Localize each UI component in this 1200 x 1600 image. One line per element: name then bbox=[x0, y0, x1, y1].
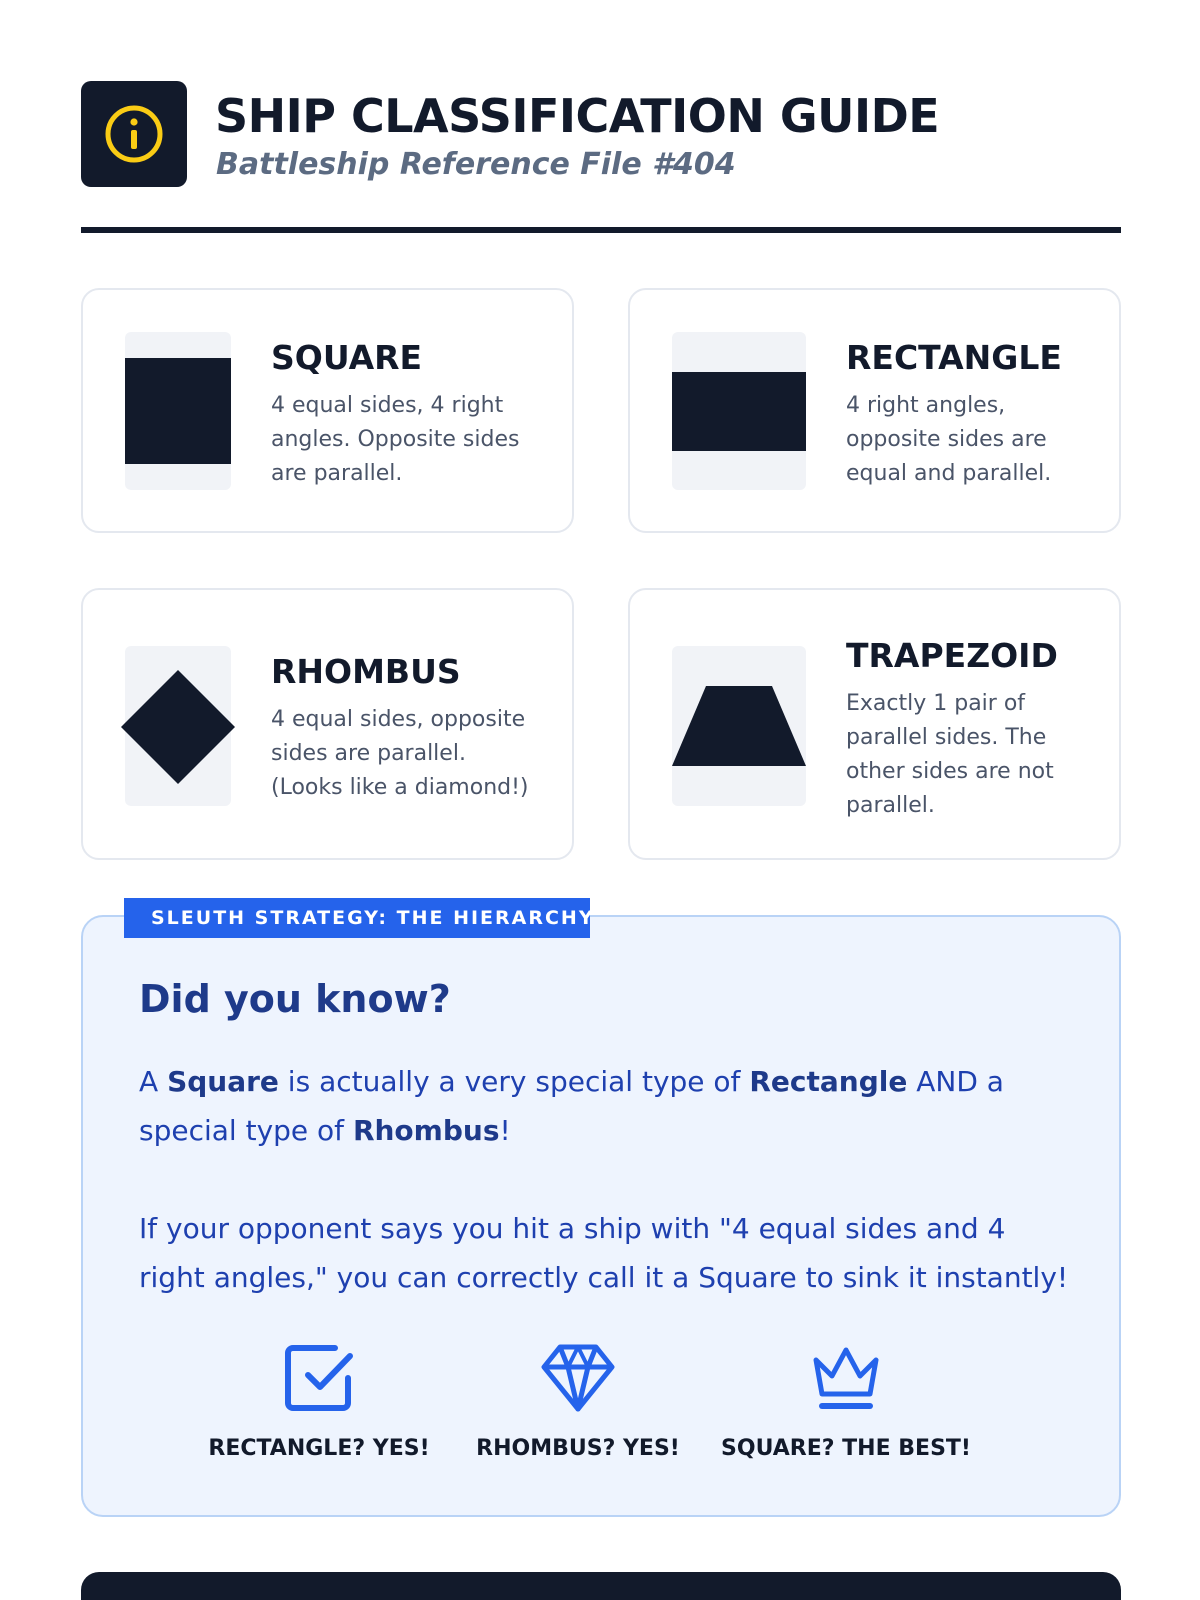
panel-heading: Did you know? bbox=[139, 977, 451, 1021]
page-subtitle: Battleship Reference File #404 bbox=[216, 147, 736, 182]
text-run: AND a special type of bbox=[139, 1065, 1004, 1147]
shape-name: SQUARE bbox=[271, 338, 423, 377]
page-title: SHIP CLASSIFICATION GUIDE bbox=[215, 89, 940, 143]
shape-card-rhombus bbox=[81, 588, 574, 860]
strategy-tag: SLEUTH STRATEGY: THE HIERARCHY bbox=[124, 898, 590, 938]
square-shape bbox=[125, 358, 231, 464]
shape-name: RHOMBUS bbox=[271, 652, 461, 691]
rhombus-shape-swatch bbox=[125, 646, 231, 806]
footer-bar bbox=[81, 1572, 1121, 1600]
shape-name: TRAPEZOID bbox=[846, 636, 1058, 675]
badge-label: RECTANGLE? YES! bbox=[208, 1436, 430, 1461]
term-square: Square bbox=[167, 1065, 279, 1098]
hierarchy-paragraph bbox=[139, 1057, 1079, 1155]
rhombus-shape bbox=[121, 670, 235, 784]
header-divider bbox=[81, 227, 1121, 233]
badge-square bbox=[711, 1342, 981, 1461]
shape-card-square bbox=[81, 288, 574, 533]
crown-icon bbox=[808, 1342, 884, 1414]
shape-description: 4 right angles, opposite sides are equal and parallel. bbox=[846, 393, 1052, 486]
shape-description: 4 equal sides, 4 right angles. Opposite sides are parallel. bbox=[271, 393, 520, 486]
text-run: A bbox=[139, 1065, 168, 1098]
square-shape-swatch bbox=[125, 332, 231, 490]
checkbox-icon bbox=[283, 1342, 355, 1414]
rectangle-shape bbox=[672, 372, 806, 451]
badge-rhombus bbox=[453, 1342, 703, 1461]
info-circle-icon bbox=[103, 103, 165, 165]
badge-label: RHOMBUS? YES! bbox=[476, 1436, 680, 1461]
shape-card-trapezoid bbox=[628, 588, 1121, 860]
shape-description: 4 equal sides, opposite sides are parallel. (Looks like a diamond!) bbox=[271, 707, 529, 800]
shape-card-rectangle bbox=[628, 288, 1121, 533]
logo-badge bbox=[81, 81, 187, 187]
term-rhombus: Rhombus bbox=[352, 1114, 500, 1147]
text-run: is actually a very special type of bbox=[278, 1065, 750, 1098]
text-run: ! bbox=[499, 1114, 511, 1147]
page-header bbox=[81, 81, 1121, 231]
trapezoid-shape-swatch bbox=[672, 646, 806, 806]
trapezoid-shape bbox=[672, 686, 806, 766]
badge-rectangle bbox=[189, 1342, 449, 1461]
tip-paragraph: If your opponent says you hit a ship with "4 equal sides and 4 right angles," you can correctly call it a Square to sink it instantly! bbox=[139, 1212, 1069, 1294]
term-rectangle: Rectangle bbox=[749, 1065, 908, 1098]
shape-name: RECTANGLE bbox=[846, 338, 1062, 377]
rectangle-shape-swatch bbox=[672, 332, 806, 490]
badge-label: SQUARE? THE BEST! bbox=[721, 1436, 971, 1461]
strategy-panel bbox=[81, 915, 1121, 1517]
shape-description: Exactly 1 pair of parallel sides. The other sides are not parallel. bbox=[846, 691, 1054, 818]
diamond-icon bbox=[540, 1342, 616, 1414]
